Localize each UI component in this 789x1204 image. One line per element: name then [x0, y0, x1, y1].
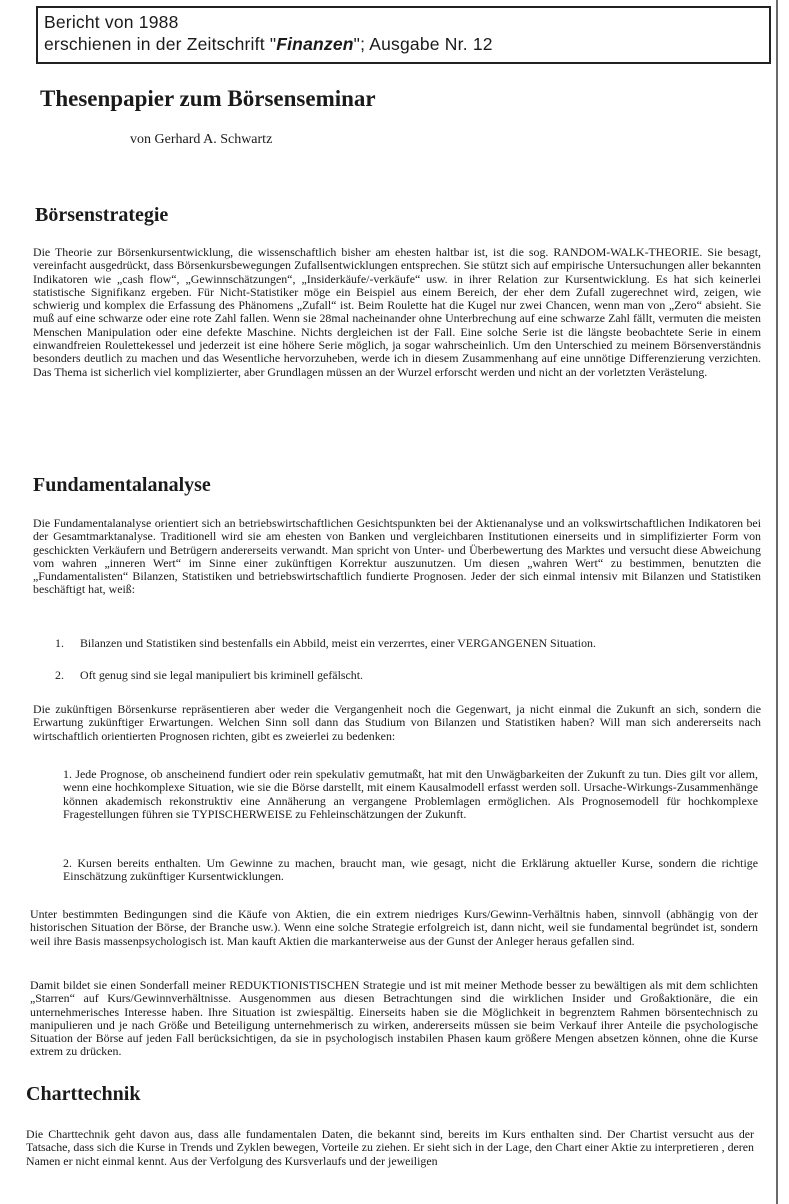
author-line: von Gerhard A. Schwartz: [130, 132, 273, 147]
source-year-line: Bericht von 1988: [44, 12, 179, 32]
paragraph-fundamental-intro: Die Fundamentalanalyse orientiert sich an betriebswirtschaftlichen Gesichtspunkten bei der Aktienanalyse und an volkswirtschaftlichen Indikatoren bei der Gesamtmarktanalyse. Traditionell wird sie am ehesten von Banken und vergleichbaren Institutionen einerseits und in simplifizierter Form von geschickten Verkäufern und Betrügern andererseits verwandt. Man spricht von Unter- und Überbewertung des Marktes und versucht diese Abweichung vom wahren „inneren Wert“ im Sinne einer zukünftigen Korrektur auszunutzen. Um diesen „wahren Wert“ zu bestimmen, benutzten die „Fundamentalisten“ Bilanzen, Statistiken und betriebswirtschaftlich fundierte Prognosen. Jeder der sich einmal intensiv mit Bilanzen und Statistiken beschäftigt hat, weiß:: [33, 516, 761, 597]
paragraph-fundamental-4: Damit bildet sie einen Sonderfall meiner REDUKTIONISTISCHEN Strategie und ist mit meiner Methode besser zu bewältigen als mit dem schlichten „Starren“ auf Kurs/Gewinnverhältnisse. Ausgenommen aus diesen Betrachtungen sind die wirklichen Insider und Großaktionäre, die ein unternehmerisches Interesse haben. Ihre Situation ist zwiespältig. Einerseits haben sie die Möglichkeit in begrenztem Rahmen börsentechnisch zu manipulieren und je nach Größe und Beteiligung unternehmerisch zu wirken, andererseits müssen sie beim Verkauf ihrer Anteile die psychologische Situation der Börse auf jeden Fall berücksichtigen, da sie in psychologisch instabilen Phasen kaum größere Mengen absetzen können, ohne die Kurse extrem zu drücken.: [30, 978, 758, 1059]
heading-charttechnik: Charttechnik: [26, 1083, 141, 1105]
paragraph-fundamental-3: Unter bestimmten Bedingungen sind die Käufe von Aktien, die ein extrem niedriges Kurs/Gewinn-Verhältnis haben, sinnvoll (abhängig von der historischen Situation der Börse, der Branche usw.). Wenn eine solche Strategie erfolgreich ist, dann nicht, weil sie fundamental begründet ist, sondern weil ihre Basis massenpsychologisch ist. Man kauft Aktien die markanterweise aus der Gunst der Anleger heraus gefallen sind.: [30, 907, 758, 948]
list-item-number: 1.: [55, 636, 64, 650]
list-item-number: 2.: [55, 668, 64, 682]
paragraph-charttechnik: Die Charttechnik geht davon aus, dass alle fundamentalen Daten, die bekannt sind, bereits im Kurs enthalten sind. Der Chartist versucht aus der Tatsache, dass sich die Kurse in Trends und Zyklen bewegen, Vorteile zu ziehen. Er sieht sich in der Lage, den Chart einer Aktie zu interpretieren , deren Namen er nicht einmal kennt. Aus der Verfolgung des Kursverlaufs und der jeweiligen: [26, 1127, 754, 1168]
paragraph-point-2: 2. Kursen bereits enthalten. Um Gewinne zu machen, braucht man, wie gesagt, nicht die Erklärung aktueller Kurse, sondern die richtige Einschätzung zukünftiger Kursentwicklungen.: [63, 856, 758, 884]
list-item-text: Oft genug sind sie legal manipuliert bis kriminell gefälscht.: [80, 668, 364, 682]
paragraph-fundamental-2: Die zukünftigen Börsenkurse repräsentieren aber weder die Vergangenheit noch die Gegenwart, ja nicht einmal die Zukunft an sich, sondern die Erwartung zukünftiger Erwartungen. Welchen Sinn soll dann das Studium von Bilanzen und Statistiken haben? Will man sich andererseits nach wirtschaftlich orientierten Prognosen richten, gibt es zweierlei zu bedenken:: [33, 702, 761, 743]
source-header-box: [36, 6, 771, 64]
magazine-name: Finanzen: [276, 34, 354, 54]
page-title: Thesenpapier zum Börsenseminar: [40, 86, 376, 111]
source-suffix: "; Ausgabe Nr. 12: [353, 34, 493, 54]
heading-boersenstrategie: Börsenstrategie: [35, 204, 169, 226]
page-edge-rule: [776, 0, 778, 1204]
paragraph-point-1: 1. Jede Prognose, ob anscheinend fundiert oder rein spekulativ gemutmaßt, hat mit den Unwägbarkeiten der Zukunft zu tun. Dies gilt vor allem, wenn eine hochkomplexe Situation, wie sie die Börse darstellt, mit einem Kausalmodell erfasst werden soll. Ursache-Wirkungs-Zusammenhänge können akademisch rekonstruktiv eine Annäherung an vergangene Problemlagen ermöglichen. Als Prognosemodell für hochkomplexe Fragestellungen führen sie TYPISCHERWEISE zu Fehleinschätzungen der Zukunft.: [63, 767, 758, 821]
source-magazine-line: [44, 33, 769, 55]
source-prefix: erschienen in der Zeitschrift ": [44, 34, 277, 54]
heading-fundamentalanalyse: Fundamentalanalyse: [33, 474, 211, 496]
list-item: [55, 669, 363, 682]
list-item-text: Bilanzen und Statistiken sind bestenfalls ein Abbild, meist ein verzerrtes, einer VERGANGENEN Situation.: [80, 636, 596, 650]
list-item: [55, 637, 596, 650]
paragraph-strategie: Die Theorie zur Börsenkursentwicklung, die wissenschaftlich bisher am ehesten haltbar ist, ist die sog. RANDOM-WALK-THEORIE. Sie besagt, vereinfacht ausgedrückt, dass Börsenkursbewegungen Zufallsentwicklungen entsprechen. Sie stützt sich auf empirische Untersuchungen aller bekannten Indikatoren wie „cash flow“, „Gewinnschätzungen“, „Insiderkäufe/-verkäufe“ usw. in ihrer Relation zur Kursentwicklung. Es hat sich keinerlei statistische Signifikanz ergeben. Für Nicht-Statistiker möge ein Beispiel aus einem Bereich, der eher dem Zufall zugerechnet wird, zeigen, wie schwierig und komplex die Erfassung des Phänomens „Zufall“ ist. Beim Roulette hat die Kugel nur zwei Chancen, wenn man von „Zero“ absieht. Sie muß auf eine schwarze oder eine rote Zahl fallen. Wenn sie 28mal nacheinander ohne Unterbrechung auf eine schwarze Zahl fällt, vermuten die meisten Menschen Manipulation oder eine defekte Maschine. Nichts dergleichen ist der Fall. Eine solche Serie ist die längste beobachtete Serie in einem einwandfreien Roulettekessel und jederzeit ist eine höhere Serie möglich, ja sogar wahrscheinlich. Um den Unterschied zu meinem Börsenverständnis besonders deutlich zu machen und das Wesentliche hervorzuheben, werde ich in diesem Zusammenhang auf eine unnötige Differenzierung verzichten. Das Thema ist sicherlich viel komplizierter, aber Grundlagen müssen an der Wurzel erforscht werden und nicht an der vorletzten Verästelung.: [33, 245, 761, 379]
